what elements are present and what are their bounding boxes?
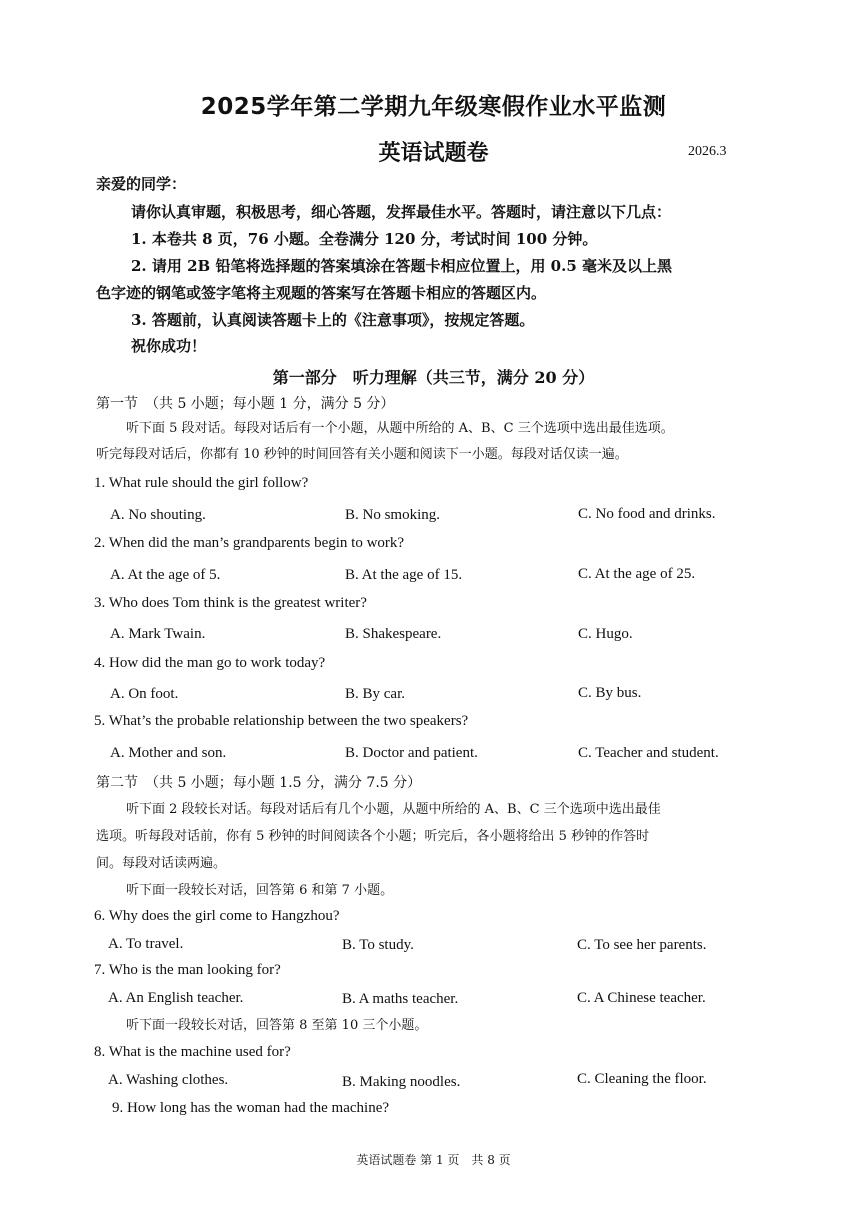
question-text: 2. When did the man’s grandparents begin to work?	[94, 535, 405, 551]
question-text: 1. What rule should the girl follow?	[94, 475, 309, 491]
section-instruction: 听完每段对话后，你都有 10 秒钟的时间回答有关小题和阅读下一小题。每段对话仅读一遍。	[96, 447, 628, 462]
question-text: 5. What’s the probable relationship between the two speakers?	[94, 713, 469, 729]
exam-date: 2026.3	[688, 144, 727, 159]
intro-greeting: 亲爱的同学：	[96, 175, 187, 193]
question-text: 4. How did the man go to work today?	[94, 655, 326, 671]
question-text: 3. Who does Tom think is the greatest writer?	[94, 595, 367, 611]
option-b: B. At the age of 15.	[345, 567, 463, 583]
option-b: B. To study.	[342, 937, 414, 953]
question-text: 6. Why does the girl come to Hangzhou?	[94, 908, 340, 924]
option-c: C. Hugo.	[578, 626, 633, 642]
option-b: B. Shakespeare.	[345, 626, 442, 642]
option-c: C. At the age of 25.	[578, 566, 696, 582]
question-text: 7. Who is the man looking for?	[94, 962, 281, 978]
section-note: 听下面一段较长对话，回答第 6 和第 7 小题。	[126, 883, 394, 898]
section-instruction: 听下面 5 段对话。每段对话后有一个小题，从题中所给的 A、B、C 三个选项中选出最佳选项。	[126, 421, 674, 436]
option-a: A. To travel.	[108, 936, 184, 952]
option-c: C. Cleaning the floor.	[577, 1071, 707, 1087]
option-a: A. An English teacher.	[108, 990, 244, 1006]
section-instruction: 间。每段对话读两遍。	[96, 856, 227, 871]
option-c: C. To see her parents.	[577, 937, 707, 953]
intro-line: 祝你成功！	[131, 337, 207, 355]
part-title: 第一部分 听力理解（共三节，满分 20 分）	[272, 368, 595, 387]
option-a: A. At the age of 5.	[110, 567, 221, 583]
section-instruction: 选项。听每段对话前，你有 5 秒钟的时间阅读各个小题；听完后，各小题将给出 5 秒钟的作答时	[96, 829, 650, 844]
option-b: B. Making noodles.	[342, 1074, 461, 1090]
option-a: A. No shouting.	[110, 507, 206, 523]
option-b: B. Doctor and patient.	[345, 745, 478, 761]
intro-line: 2. 请用 2B 铅笔将选择题的答案填涂在答题卡相应位置上，用 0.5 毫米及以上黑	[131, 257, 672, 275]
option-c: C. A Chinese teacher.	[577, 990, 706, 1006]
question-text: 9. How long has the woman had the machine?	[112, 1100, 390, 1116]
intro-line: 色字迹的钢笔或签字笔将主观题的答案写在答题卡相应的答题区内。	[96, 284, 547, 302]
section-note: 听下面一段较长对话，回答第 8 至第 10 三个小题。	[126, 1018, 428, 1033]
intro-line: 3. 答题前，认真阅读答题卡上的《注意事项》，按规定答题。	[131, 311, 535, 329]
option-a: A. Mark Twain.	[110, 626, 206, 642]
option-a: A. Washing clothes.	[108, 1072, 229, 1088]
page-subtitle: 英语试题卷	[378, 141, 489, 166]
option-b: B. A maths teacher.	[342, 991, 459, 1007]
question-text: 8. What is the machine used for?	[94, 1044, 291, 1060]
section-heading: 第二节 （共 5 小题；每小题 1.5 分，满分 7.5 分）	[96, 775, 422, 791]
option-a: A. On foot.	[110, 686, 179, 702]
page-footer: 英语试题卷 第 1 页 共 8 页	[356, 1153, 511, 1167]
intro-line: 1. 本卷共 8 页，76 小题。全卷满分 120 分，考试时间 100 分钟。	[131, 230, 598, 248]
option-b: B. By car.	[345, 686, 405, 702]
option-c: C. By bus.	[578, 685, 642, 701]
section-instruction: 听下面 2 段较长对话。每段对话后有几个小题，从题中所给的 A、B、C 三个选项中选出最佳	[126, 802, 661, 817]
section-heading: 第一节 （共 5 小题；每小题 1 分，满分 5 分）	[96, 396, 395, 412]
option-c: C. Teacher and student.	[578, 745, 719, 761]
intro-line: 请你认真审题，积极思考，细心答题，发挥最佳水平。答题时，请注意以下几点：	[131, 203, 672, 221]
option-a: A. Mother and son.	[110, 745, 227, 761]
option-c: C. No food and drinks.	[578, 506, 716, 522]
page-title: 2025学年第二学期九年级寒假作业水平监测	[200, 94, 667, 120]
option-b: B. No smoking.	[345, 507, 441, 523]
